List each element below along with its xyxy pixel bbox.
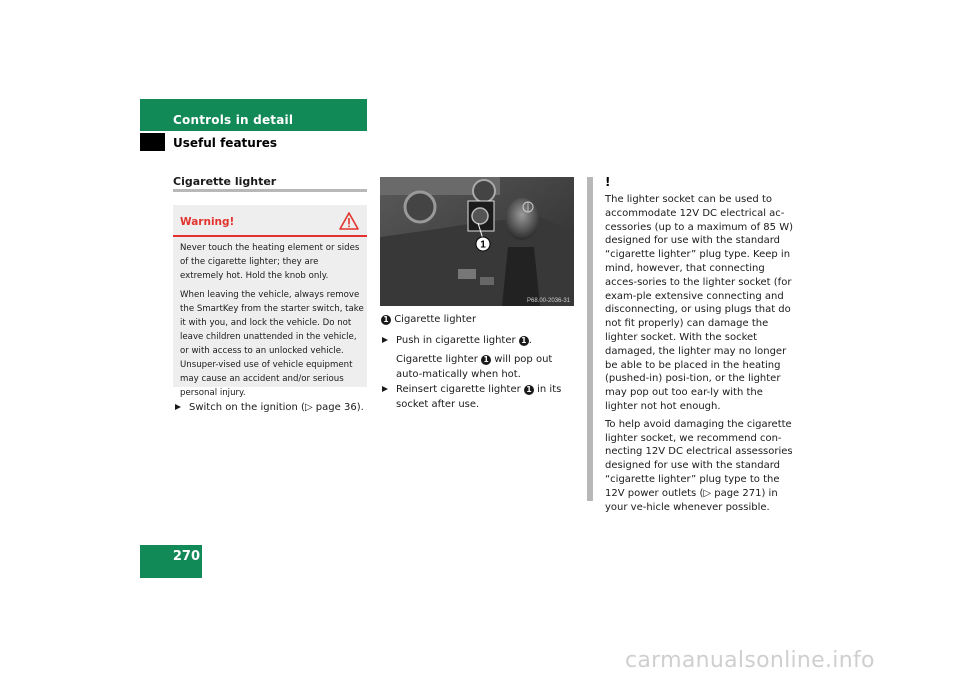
- warning-text: [180, 241, 364, 405]
- photo-caption: [381, 312, 575, 327]
- step1-text: Push in cigarette lighter: [396, 335, 516, 346]
- step2-a: Reinsert cigarette lighter: [396, 384, 521, 395]
- caption-text: Cigarette lighter: [394, 314, 477, 325]
- step-push-in-lighter: [396, 333, 576, 348]
- callout-1-badge: 1: [519, 336, 529, 346]
- callout-1-badge: 1: [524, 385, 534, 395]
- step1-end: .: [528, 335, 532, 346]
- warning-paragraph-1: Never touch the heating element or sides of the cigarette lighter; they are extremely hot. Hold the knob only.: [180, 243, 360, 281]
- step1-detail: [396, 352, 576, 382]
- warning-title: Warning!: [180, 216, 235, 228]
- note-exclamation-icon: !: [605, 175, 611, 189]
- subsection-title: Useful features: [173, 136, 278, 150]
- bullet-arrow-icon: [382, 386, 388, 392]
- note-paragraph-1: The lighter socket can be used to accommodate 12V DC electrical ac-cessories (up to a maximum of 85 W) designed for use with the standard “cigarette lighter” plug type. Keep in mind, however, that connecting acces-sories to the lighter socket (for exam-ple extensive connecting and disconnecting, or using plugs that do not fit properly) can damage the lighter socket. With the socket damaged, the lighter may no longer be able to be placed in the heating (pushed-in) posi-tion, or the lighter may pop out too ear-ly with the lighter not hot enough.: [605, 194, 793, 412]
- section-title: Controls in detail: [173, 113, 294, 127]
- header-marker: [140, 133, 165, 151]
- step-reinsert-lighter: [396, 382, 576, 412]
- note-paragraph-2: To help avoid damaging the cigarette lighter socket, we recommend con-necting 12V DC electrical assessories designed for use with the standard “cigarette lighter” plug type to the 12V power outlets (▷ page 271) in your ve-hicle whenever possible.: [605, 418, 793, 513]
- watermark: carmanualsonline.info: [625, 648, 875, 673]
- step-switch-ignition: Switch on the ignition (▷ page 36).: [189, 402, 364, 413]
- callout-1-badge: 1: [381, 315, 391, 325]
- step1-detail-b: will pop out auto-matically when hot.: [396, 354, 553, 380]
- callout-1-badge: 1: [481, 355, 491, 365]
- photo-code: P68.00-2036-31: [527, 298, 571, 304]
- warning-rule: [173, 235, 367, 237]
- note-bar: [587, 177, 593, 501]
- warning-triangle-icon: [339, 211, 359, 231]
- step1-detail-a: Cigarette lighter: [396, 354, 478, 365]
- photo-callout-number: 1: [480, 239, 486, 251]
- note-text: [605, 193, 795, 518]
- warning-paragraph-2: When leaving the vehicle, always remove the SmartKey from the starter switch, take it with you, and lock the vehicle. Do not leave children unattended in the vehicle, or with access to an unlocked vehicle. Unsuper-vised use of vehicle equipment may cause an accident and/or serious personal injury.: [180, 290, 364, 398]
- warning-box: [173, 205, 367, 398]
- page-number: 270: [172, 549, 200, 564]
- bullet-arrow-icon: [382, 337, 388, 343]
- bullet-arrow-icon: [175, 404, 181, 410]
- heading-rule: [173, 189, 367, 192]
- step2-b: in its socket after use.: [396, 384, 562, 410]
- cigarette-lighter-photo: [380, 177, 574, 306]
- console-illustration: [380, 177, 574, 306]
- cigarette-lighter-heading: Cigarette lighter: [173, 175, 277, 188]
